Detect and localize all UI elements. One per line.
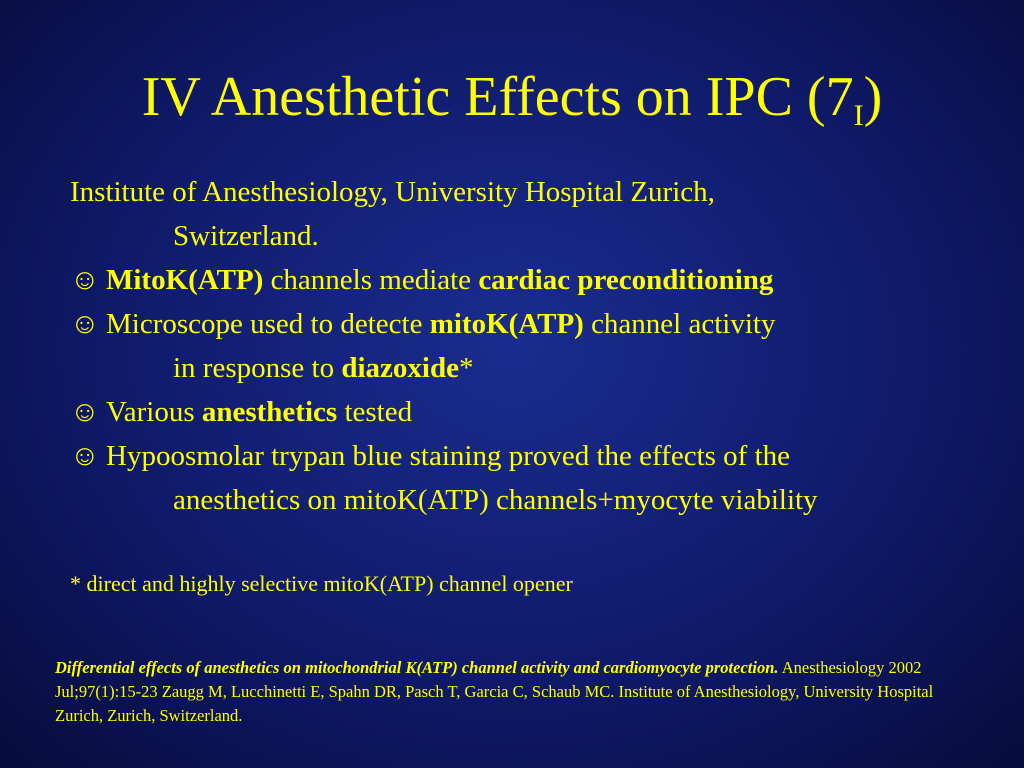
citation-title: Differential effects of anesthetics on mitochondrial K(ATP) channel activity and cardiomyocyte protection.	[55, 658, 779, 677]
bullet-text: *	[458, 352, 474, 384]
institute-line-continued: Switzerland.	[173, 220, 319, 252]
bullet-continuation	[70, 346, 990, 390]
bullet-bold-text: MitoK(ATP)	[106, 264, 264, 296]
bullet-bold-text: diazoxide	[341, 352, 459, 384]
smiley-icon: ☺	[70, 308, 100, 340]
bullet-text: anesthetics on mitoK(ATP) channels+myocyte viability	[173, 484, 818, 516]
bullet-bold-text: cardiac preconditioning	[478, 264, 774, 296]
bullet-item	[70, 302, 990, 346]
bullet-item	[70, 258, 990, 302]
bullet-bold-text: mitoK(ATP)	[429, 308, 584, 340]
slide-body	[70, 170, 990, 522]
bullet-bold-text: anesthetics	[201, 396, 338, 428]
title-text: IV Anesthetic Effects on IPC (7	[141, 66, 854, 128]
smiley-icon: ☺	[70, 396, 100, 428]
bullet-continuation	[70, 478, 990, 522]
bullet-text: channel activity	[583, 308, 776, 340]
footnote: * direct and highly selective mitoK(ATP) channel opener	[70, 571, 573, 596]
bullet-text: Hypoosmolar trypan blue staining proved the effects of the	[106, 440, 791, 472]
bullet-item	[70, 434, 990, 478]
citation	[55, 656, 960, 728]
smiley-icon: ☺	[70, 264, 100, 296]
institute-line: Institute of Anesthesiology, University Hospital Zurich,	[70, 176, 715, 208]
slide-title	[0, 62, 1024, 151]
bullet-text: Microscope used to detecte	[106, 308, 430, 340]
bullet-text: channels mediate	[263, 264, 479, 296]
citation-details: Anesthesiology 2002 Jul;97(1):15-23 Zaugg M, Lucchinetti E, Spahn DR, Pasch T, Garcia C, Schaub MC. Institute of Anesthesiology, University Hospital Zurich, Zurich, Switzerland.	[55, 658, 934, 725]
smiley-icon: ☺	[70, 440, 100, 472]
title-subscript: I	[853, 99, 864, 132]
bullet-text: in response to	[173, 352, 342, 384]
bullet-text: Various	[106, 396, 202, 428]
title-close-paren: )	[863, 66, 883, 128]
bullet-text: tested	[337, 396, 413, 428]
bullet-item	[70, 390, 990, 434]
